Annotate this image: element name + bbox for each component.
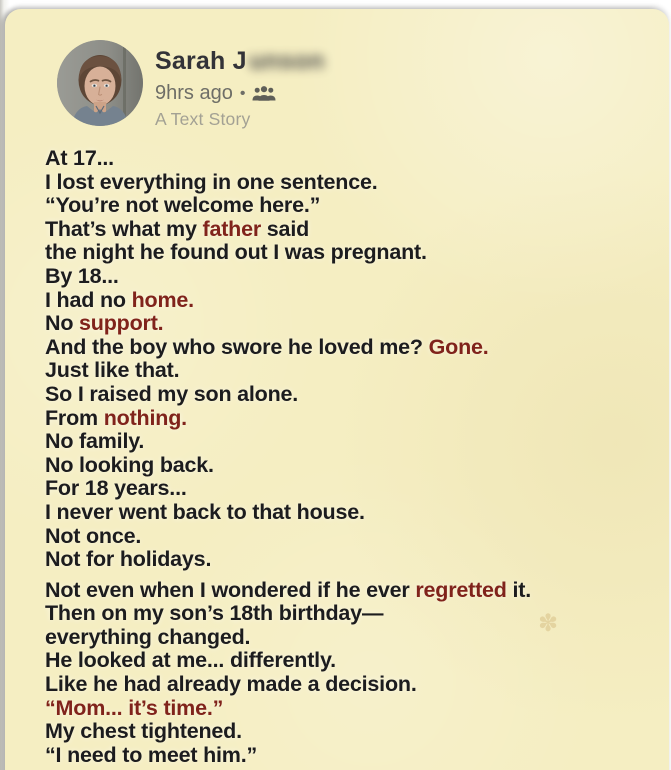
story-line xyxy=(45,626,657,650)
story-text xyxy=(45,147,657,767)
story-line xyxy=(45,548,657,572)
story-line xyxy=(45,383,657,407)
story-text-segment: No looking back. xyxy=(45,452,214,477)
story-text-segment: So I raised my son alone. xyxy=(45,381,299,406)
story-text-segment: the night he found out I was pregnant. xyxy=(45,240,427,265)
story-text-segment: it. xyxy=(506,577,532,602)
story-line xyxy=(45,649,657,673)
story-text-segment: Not for holidays. xyxy=(45,547,212,572)
meta-separator-dot: • xyxy=(239,84,246,102)
story-line xyxy=(45,697,657,721)
author-name[interactable]: Sarah J xyxy=(155,47,247,75)
story-text-segment: said xyxy=(261,216,310,241)
author-name-blurred: unson xyxy=(248,47,325,75)
post-header-text xyxy=(155,40,325,130)
story-line xyxy=(45,147,657,171)
flower-texture-decoration: ✽ xyxy=(538,610,559,637)
story-text-segment: And the boy who swore he loved me? xyxy=(45,334,429,359)
story-text-segment: From xyxy=(45,405,104,430)
story-line xyxy=(45,289,657,313)
story-line xyxy=(45,720,657,744)
story-text-segment: Like he had already made a decision. xyxy=(45,672,417,697)
story-accent-text: regretted xyxy=(415,577,507,602)
story-text-segment: I never went back to that house. xyxy=(45,499,365,524)
story-line xyxy=(45,673,657,697)
timestamp[interactable]: 9hrs ago xyxy=(155,82,233,104)
post-header xyxy=(57,40,325,130)
story-accent-text: Gone. xyxy=(428,334,489,359)
story-text-segment: “I need to meet him.” xyxy=(45,742,258,767)
story-text-segment: No xyxy=(45,311,80,336)
story-text-segment: That’s what my xyxy=(45,216,203,241)
story-text-segment: I lost everything in one sentence. xyxy=(45,169,378,194)
story-text-segment: Just like that. xyxy=(45,358,180,383)
story-text-segment: No family. xyxy=(45,429,145,454)
story-accent-text: nothing. xyxy=(103,405,187,430)
avatar[interactable] xyxy=(57,40,143,126)
story-line xyxy=(45,171,657,195)
group-icon xyxy=(252,85,276,102)
author-name-row xyxy=(155,47,325,76)
story-line xyxy=(45,744,657,768)
story-line xyxy=(45,454,657,478)
story-line xyxy=(45,579,657,603)
story-line xyxy=(45,312,657,336)
story-text-segment: Not once. xyxy=(45,523,142,548)
story-accent-text: support. xyxy=(79,311,164,336)
story-line xyxy=(45,501,657,525)
story-line xyxy=(45,430,657,454)
story-line xyxy=(45,218,657,242)
story-line xyxy=(45,602,657,626)
story-text-segment: By 18... xyxy=(45,263,119,288)
story-text-segment: Not even when I wondered if he ever xyxy=(45,577,416,602)
story-text-segment: For 18 years... xyxy=(45,476,187,501)
story-line xyxy=(45,336,657,360)
story-text-segment: At 17... xyxy=(45,146,114,170)
story-line xyxy=(45,194,657,218)
story-text-segment: Then on my son’s 18th birthday— xyxy=(45,601,384,626)
story-accent-text: father xyxy=(202,216,262,241)
story-text-segment: My chest tightened. xyxy=(45,719,242,744)
story-text-segment: everything changed. xyxy=(45,624,251,649)
story-line xyxy=(45,407,657,431)
story-line xyxy=(45,241,657,265)
story-line xyxy=(45,525,657,549)
story-line xyxy=(45,265,657,289)
story-accent-text: home. xyxy=(131,287,194,312)
story-accent-text: “Mom... it’s time.” xyxy=(45,695,224,720)
post-meta-row xyxy=(155,82,325,105)
woman-portrait-photo xyxy=(57,40,143,126)
story-text-segment: “You’re not welcome here.” xyxy=(45,193,321,218)
story-card xyxy=(5,9,669,770)
story-type-label: A Text Story xyxy=(155,109,251,129)
story-line xyxy=(45,359,657,383)
story-text-segment: I had no xyxy=(45,287,132,312)
story-text-segment: He looked at me... differently. xyxy=(45,648,336,673)
story-line xyxy=(45,477,657,501)
